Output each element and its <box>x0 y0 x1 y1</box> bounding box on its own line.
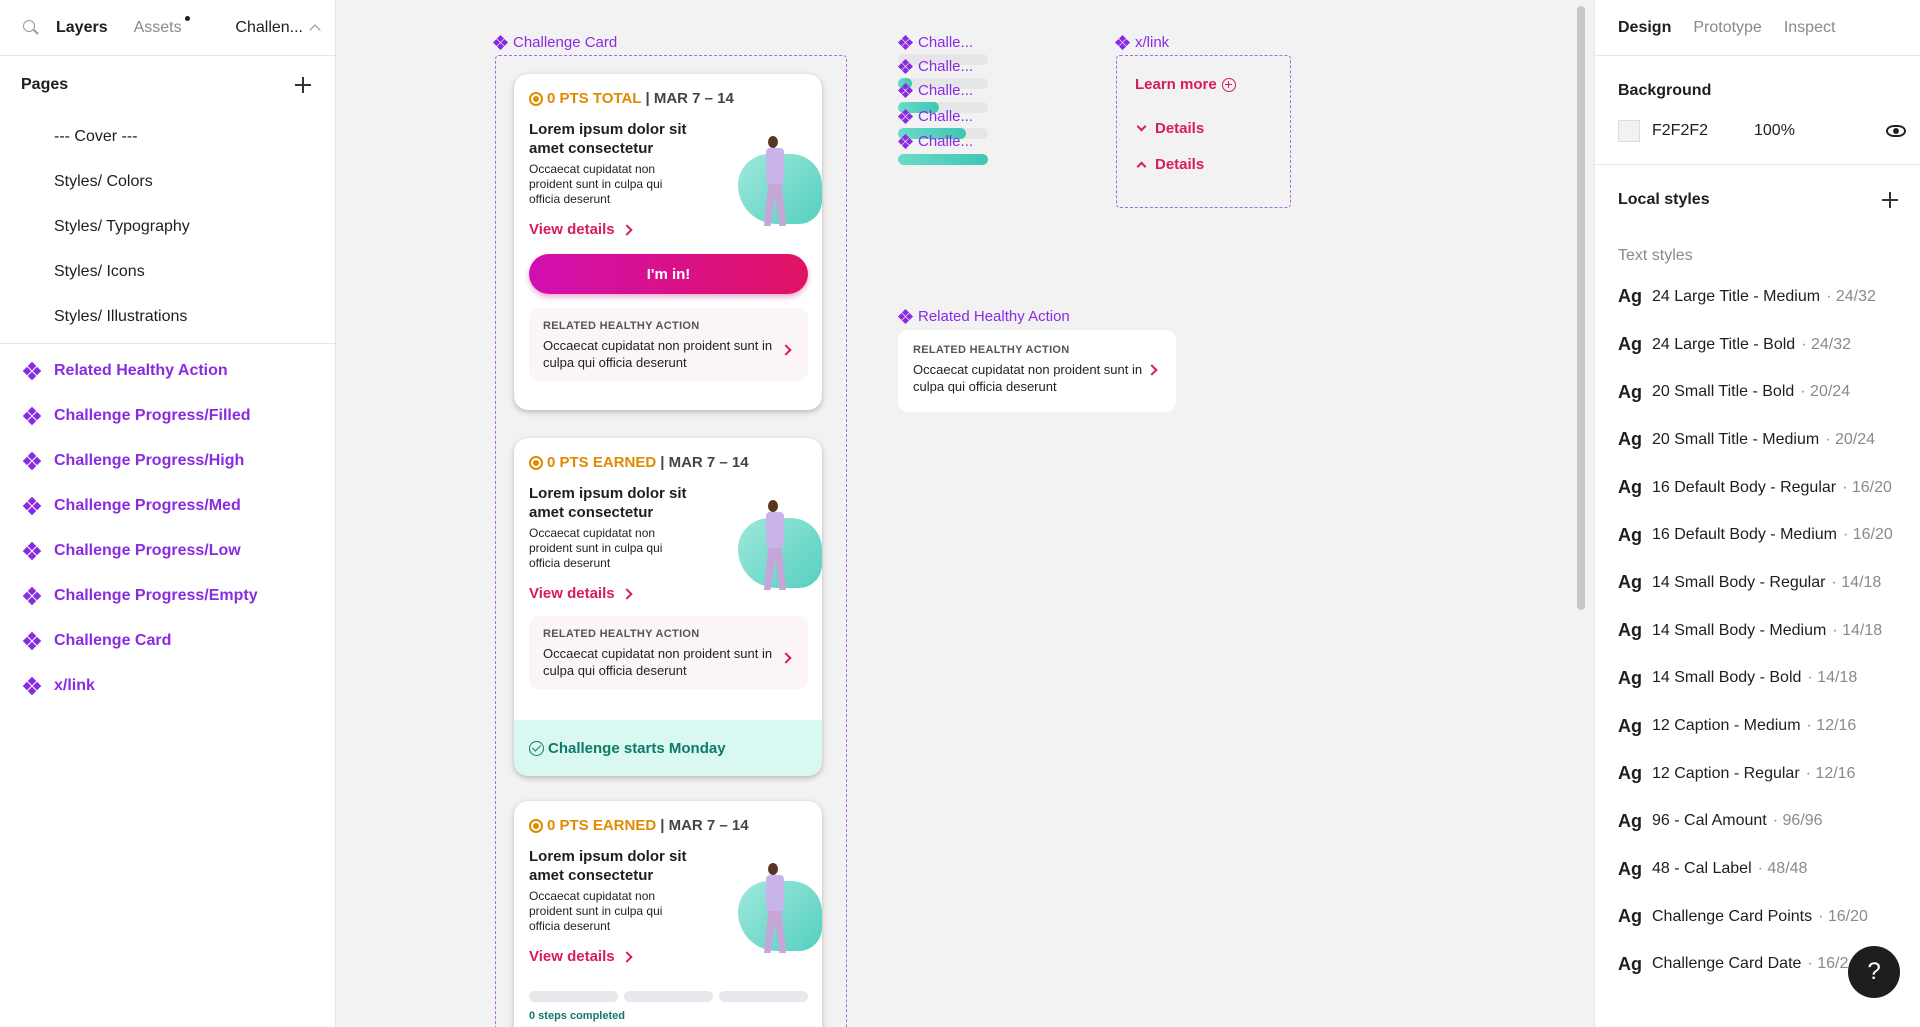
component-icon <box>24 453 40 469</box>
text-style-preview-icon: Ag <box>1618 906 1642 927</box>
page-item[interactable]: Styles/ Illustrations <box>54 307 188 325</box>
chevron-right-icon <box>1146 364 1157 375</box>
layer-label: Challenge Progress/High <box>54 451 245 469</box>
text-style-item[interactable] <box>1595 273 1920 321</box>
card-description: Occaecat cupidatat non proident sunt in culpa qui officia deserunt <box>529 889 663 933</box>
color-swatch[interactable] <box>1618 120 1640 142</box>
text-style-preview-icon: Ag <box>1618 810 1642 831</box>
text-style-size: · 48/48 <box>1757 860 1808 878</box>
chevron-up-icon <box>1137 162 1147 172</box>
points-label: 0 PTS EARNED <box>547 817 657 834</box>
step-bar <box>624 991 713 1002</box>
frame-label-text: Challe... <box>918 58 974 75</box>
text-styles-list <box>1595 273 1920 988</box>
left-panel-header <box>0 0 335 56</box>
card-title: Lorem ipsum dolor sit amet consectetur <box>529 848 687 884</box>
text-style-item[interactable] <box>1595 511 1920 559</box>
text-style-item[interactable] <box>1595 321 1920 369</box>
step-bar <box>719 991 808 1002</box>
chevron-down-icon <box>1137 122 1147 132</box>
pages-header <box>0 56 335 114</box>
bg-color-value[interactable]: F2F2F2 <box>1652 122 1709 139</box>
text-style-size: · 16/20 <box>1818 907 1868 925</box>
text-style-size: · 14/18 <box>1831 573 1882 591</box>
date-label: | MAR 7 – 14 <box>660 817 749 834</box>
rha-label: RELATED HEALTHY ACTION <box>543 320 700 332</box>
text-style-preview-icon: Ag <box>1618 667 1642 688</box>
layer-item[interactable] <box>0 438 335 483</box>
component-icon <box>24 633 40 649</box>
text-style-name: 14 Small Body - Regular <box>1652 573 1826 591</box>
details-label: Details <box>1155 120 1205 137</box>
background-title: Background <box>1618 82 1712 99</box>
im-in-button[interactable]: I'm in! <box>529 254 808 294</box>
chevron-right-icon <box>621 224 632 235</box>
local-styles-header <box>1595 191 1920 209</box>
unread-dot <box>185 16 190 21</box>
chevron-right-icon <box>621 588 632 599</box>
eye-icon[interactable] <box>1886 125 1906 137</box>
text-style-preview-icon: Ag <box>1618 334 1642 355</box>
card-description: Occaecat cupidatat non proident sunt in culpa qui officia deserunt <box>529 162 663 206</box>
chevron-right-icon <box>780 652 791 663</box>
text-styles-label: Text styles <box>1618 247 1693 264</box>
component-icon <box>899 84 912 97</box>
card-header <box>529 454 822 471</box>
text-style-preview-icon: Ag <box>1618 763 1642 784</box>
rha-label: RELATED HEALTHY ACTION <box>913 344 1070 356</box>
layer-label: Related Healthy Action <box>54 361 228 379</box>
text-style-item[interactable] <box>1595 798 1920 846</box>
layer-label: Challenge Card <box>54 631 172 649</box>
text-style-size: · 12/16 <box>1806 717 1857 735</box>
person-illustration <box>726 857 822 967</box>
layer-item[interactable] <box>0 573 335 618</box>
tab-prototype[interactable]: Prototype <box>1693 18 1762 36</box>
text-style-name: 24 Large Title - Bold <box>1652 335 1796 353</box>
frame-label-challenge-card[interactable] <box>494 34 617 51</box>
text-style-preview-icon: Ag <box>1618 381 1642 402</box>
text-style-item[interactable] <box>1595 607 1920 655</box>
frame-label-text: Challe... <box>918 133 974 150</box>
card-title: Lorem ipsum dolor sit amet consectetur <box>529 485 687 521</box>
points-label: 0 PTS TOTAL <box>547 90 642 107</box>
card-header <box>529 817 822 834</box>
text-style-item[interactable] <box>1595 559 1920 607</box>
text-style-size: · 96/96 <box>1772 812 1823 830</box>
text-style-size: · 24/32 <box>1826 287 1876 305</box>
text-style-preview-icon: Ag <box>1618 429 1642 450</box>
rha-text: Occaecat cupidatat non proident sunt in culpa qui officia deserunt <box>913 362 1143 394</box>
details-link-collapsed[interactable] <box>1138 120 1204 137</box>
bg-opacity-value[interactable]: 100% <box>1754 122 1795 139</box>
rha-text: Occaecat cupidatat non proident sunt in culpa qui officia deserunt <box>543 338 773 370</box>
chevron-right-icon <box>621 951 632 962</box>
date-label: | MAR 7 – 14 <box>660 454 749 471</box>
text-style-preview-icon: Ag <box>1618 572 1642 593</box>
challenge-card[interactable] <box>514 74 822 410</box>
frame-label-progress[interactable] <box>899 133 973 150</box>
chevron-right-icon <box>780 344 791 355</box>
progress-fill <box>898 154 988 165</box>
text-style-name: 48 - Cal Label <box>1652 860 1752 878</box>
layer-item[interactable] <box>0 663 335 708</box>
text-style-name: Challenge Card Date <box>1652 955 1802 973</box>
divider <box>0 343 335 344</box>
learn-more-link[interactable] <box>1135 76 1236 93</box>
page-item[interactable]: Styles/ Icons <box>54 262 145 280</box>
text-style-name: 20 Small Title - Bold <box>1652 383 1795 401</box>
component-icon <box>24 408 40 424</box>
layer-item[interactable] <box>0 348 335 393</box>
text-style-size: · 16/20 <box>1842 526 1893 544</box>
related-healthy-action[interactable] <box>529 308 808 381</box>
frame-label-text: x/link <box>1135 34 1170 51</box>
text-style-size: · 16/20 <box>1842 478 1892 496</box>
component-icon <box>899 60 912 73</box>
layer-label: Challenge Progress/Low <box>54 541 241 559</box>
text-style-item[interactable] <box>1595 845 1920 893</box>
step-bar <box>529 991 618 1002</box>
frame-label-progress[interactable] <box>899 34 973 51</box>
layer-item[interactable] <box>0 528 335 573</box>
person-illustration <box>726 130 822 240</box>
details-label: Details <box>1155 156 1205 173</box>
text-style-size: · 14/18 <box>1807 669 1858 687</box>
frame-label-text: Challe... <box>918 82 974 99</box>
learn-more-label: Learn more <box>1135 76 1217 93</box>
frame-label-related[interactable] <box>899 308 1070 325</box>
challenge-card[interactable] <box>514 438 822 776</box>
layer-item[interactable] <box>0 618 335 663</box>
component-icon <box>24 363 40 379</box>
component-icon <box>899 110 912 123</box>
text-style-size: · 14/18 <box>1832 621 1883 639</box>
related-healthy-action[interactable] <box>529 616 808 689</box>
text-style-name: 14 Small Body - Medium <box>1652 621 1827 639</box>
text-style-size: · 16/2 <box>1807 955 1849 973</box>
text-style-size: · 20/24 <box>1825 430 1875 448</box>
text-style-preview-icon: Ag <box>1618 715 1642 736</box>
pages-list <box>0 114 335 339</box>
frame-label-text: Challenge Card <box>513 34 618 51</box>
text-style-item[interactable] <box>1595 464 1920 512</box>
view-details-label: View details <box>529 585 615 602</box>
search-icon[interactable] <box>22 19 40 37</box>
card-description: Occaecat cupidatat non proident sunt in culpa qui officia deserunt <box>529 526 663 570</box>
challenge-card[interactable] <box>514 801 822 1027</box>
layer-item[interactable] <box>0 393 335 438</box>
points-icon <box>529 456 543 470</box>
pages-title: Pages <box>21 76 69 93</box>
component-icon <box>899 36 912 49</box>
text-style-name: 12 Caption - Regular <box>1652 764 1800 782</box>
text-style-size: · 24/32 <box>1801 335 1852 353</box>
component-icon <box>899 135 912 148</box>
related-healthy-action[interactable] <box>898 330 1176 412</box>
component-icon <box>1116 36 1129 49</box>
frame-label-text: Related Healthy Action <box>918 308 1070 325</box>
text-style-name: 24 Large Title - Medium <box>1652 287 1821 305</box>
right-panel-tabs <box>1595 0 1920 56</box>
text-style-name: 20 Small Title - Medium <box>1652 430 1820 448</box>
starts-label: Challenge starts Monday <box>548 739 726 757</box>
plus-circle-icon <box>1222 78 1236 92</box>
text-style-name: 16 Default Body - Regular <box>1652 478 1837 496</box>
card-header <box>529 90 822 107</box>
page-item[interactable]: --- Cover --- <box>54 127 138 145</box>
view-details-label: View details <box>529 948 615 965</box>
text-style-item[interactable] <box>1595 702 1920 750</box>
layer-label: Challenge Progress/Filled <box>54 406 251 424</box>
text-style-item[interactable] <box>1595 416 1920 464</box>
background-row <box>1595 120 1920 142</box>
layer-label: Challenge Progress/Empty <box>54 586 258 604</box>
component-icon <box>24 498 40 514</box>
steps-progress <box>529 991 808 1002</box>
date-label: | MAR 7 – 14 <box>645 90 734 107</box>
component-icon <box>24 678 40 694</box>
text-style-item[interactable] <box>1595 750 1920 798</box>
frame-label-progress[interactable] <box>899 82 973 99</box>
layers-list <box>0 348 335 708</box>
add-page-icon[interactable] <box>295 77 311 93</box>
layers-panel <box>0 0 336 1027</box>
text-style-name: 16 Default Body - Medium <box>1652 526 1837 544</box>
card-title: Lorem ipsum dolor sit amet consectetur <box>529 121 687 157</box>
layer-label: Challenge Progress/Med <box>54 496 241 514</box>
frame-label-progress[interactable] <box>899 108 973 125</box>
text-style-preview-icon: Ag <box>1618 286 1642 307</box>
text-style-item[interactable] <box>1595 368 1920 416</box>
frame-label-progress[interactable] <box>899 58 973 75</box>
text-style-preview-icon: Ag <box>1618 953 1642 974</box>
challenge-starts-banner <box>514 720 822 776</box>
text-style-name: Challenge Card Points <box>1652 907 1813 925</box>
text-style-preview-icon: Ag <box>1618 858 1642 879</box>
points-label: 0 PTS EARNED <box>547 454 657 471</box>
add-style-icon[interactable] <box>1882 192 1898 208</box>
text-style-item[interactable] <box>1595 655 1920 703</box>
tab-assets[interactable] <box>134 19 182 37</box>
check-circle-icon <box>529 741 544 756</box>
steps-completed-label: 0 steps completed <box>529 1010 625 1022</box>
frame-label-xlink[interactable] <box>1116 34 1169 51</box>
page-item[interactable]: Styles/ Colors <box>54 172 153 190</box>
layer-label: x/link <box>54 676 95 694</box>
page-item[interactable]: Styles/ Typography <box>54 217 190 235</box>
text-style-name: 14 Small Body - Bold <box>1652 669 1802 687</box>
file-name[interactable]: Challen... <box>235 18 303 36</box>
view-details-label: View details <box>529 221 615 238</box>
text-style-size: · 20/24 <box>1800 383 1851 401</box>
chevron-up-icon[interactable] <box>309 24 320 35</box>
text-style-preview-icon: Ag <box>1618 620 1642 641</box>
component-icon <box>24 543 40 559</box>
frame-label-text: Challe... <box>918 108 974 125</box>
help-button[interactable]: ? <box>1848 946 1900 998</box>
text-style-preview-icon: Ag <box>1618 524 1642 545</box>
person-illustration <box>726 494 822 604</box>
text-style-size: · 12/16 <box>1805 764 1856 782</box>
text-style-item[interactable] <box>1595 893 1920 941</box>
component-icon <box>899 310 912 323</box>
tab-inspect[interactable]: Inspect <box>1783 18 1836 36</box>
tab-design[interactable]: Design <box>1618 18 1672 36</box>
points-icon <box>529 819 543 833</box>
points-icon <box>529 92 543 106</box>
text-style-preview-icon: Ag <box>1618 477 1642 498</box>
text-style-name: 96 - Cal Amount <box>1652 812 1767 830</box>
divider <box>1595 164 1920 165</box>
details-link-expanded[interactable] <box>1138 156 1204 173</box>
component-icon <box>494 36 507 49</box>
component-icon <box>24 588 40 604</box>
tab-assets-label: Assets <box>133 18 182 36</box>
local-styles-title: Local styles <box>1618 191 1710 208</box>
rha-text: Occaecat cupidatat non proident sunt in culpa qui officia deserunt <box>543 646 773 678</box>
properties-panel <box>1594 0 1920 1027</box>
progress-bar[interactable] <box>898 154 988 165</box>
frame-label-text: Challe... <box>918 34 974 51</box>
tab-layers[interactable]: Layers <box>56 18 108 36</box>
vertical-scrollbar[interactable] <box>1577 6 1585 610</box>
layer-item[interactable] <box>0 483 335 528</box>
text-style-name: 12 Caption - Medium <box>1652 717 1801 735</box>
rha-label: RELATED HEALTHY ACTION <box>543 628 700 640</box>
design-canvas[interactable] <box>337 0 1594 1027</box>
